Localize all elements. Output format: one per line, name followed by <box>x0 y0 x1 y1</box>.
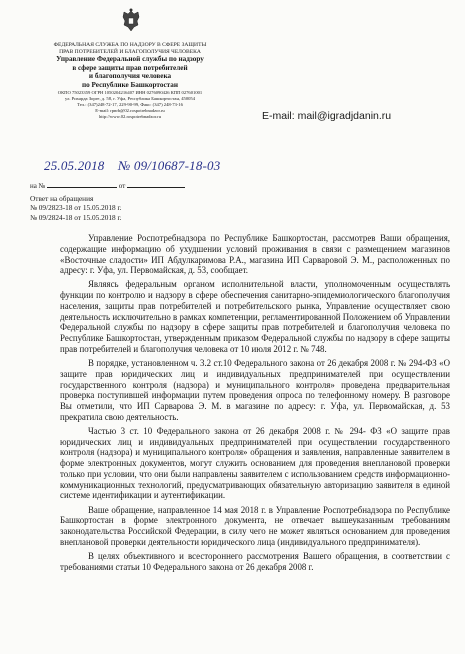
reply-reference <box>30 194 121 222</box>
letter-body <box>60 233 450 576</box>
reference-number-blank <box>47 181 117 188</box>
coat-of-arms-icon <box>120 8 142 34</box>
paragraph: В целях объективного и всестороннего рассмотрения Вашего обращения, в соответствии с требованиями статьи 10 Федерального закона от 26 декабря 2008 г. <box>60 550 450 572</box>
agency-name-line1: ФЕДЕРАЛЬНАЯ СЛУЖБА ПО НАДЗОРУ В СФЕРЕ ЗАЩИТЫ <box>53 42 207 48</box>
reply-appeal-1: № 09/2823-18 от 15.05.2018 г. <box>30 203 122 213</box>
stamp-number: 09/10687-18-03 <box>133 158 221 173</box>
reference-number-label: на № <box>30 182 46 190</box>
paragraph: Являясь федеральным органом исполнительной власти, уполномоченным осуществлять функции по контролю и надзору в сфере обеспечения санитарно-эпидемиологического благополучия населения, защиты прав потребителей и потребительского рынка, Управление осуществляет свою деятельность исключительно в рамках компетенции, регламентированной Положением об Управлении Федеральной службы по надзору в сфере защиты прав потребителей и благополучия человека по Республике Башкортостан, утвержденным приказом Федеральной службы по надзору в сфере защиты прав потребителей и благополучия человека от 10 июля 2012 г. № 748. <box>60 279 450 354</box>
sender-website: http://www.02.rospotrebnadzor.ru <box>98 113 162 119</box>
reference-date-label: от <box>118 182 126 190</box>
stamp-date: 25.05.2018 <box>44 158 105 173</box>
paragraph: Управление Роспотребнадзора по Республике Башкортостан, рассмотрев Ваши обращения, содержащие информацию об ухудшении условий проживания в связи с размещением магазинов «Восточные сладости» ИП Абдулкаримова Р.А., магазина ИП Сарваровой Э. М., расположенных по адресу: г. Уфа, ул. Первомайская, д. 53, сообщает. <box>60 233 450 276</box>
department-name-line3: и благополучия человека <box>88 72 172 81</box>
paragraph: Частью 3 ст. 10 Федерального закона от 26 декабря 2008 г. № 294- ФЗ «О защите прав юридических лиц и индивидуальных предпринимателей при осуществлении государственного контроля (надзора) и муниципального контроля» обращения и заявления, направленные заявителем в форме электронных документов, могут служить основанием для проведения внеплановой проверки только при условии, что они были направлены заявителем с использованием средств информационно-коммуникационных технологий, предусматривающих обязательную авторизацию заявителя в единой системе идентификации и аутентификации. <box>60 425 450 501</box>
department-name-line4: по Республике Башкортостан <box>81 80 178 89</box>
address-line2: Тел.: (347)248-72-17, 229-90-99, Факс: (347) 248-73-16 <box>77 101 183 107</box>
sender-email: E-mail: rpnrb@02.rospotrebnadzor.ru <box>95 107 165 113</box>
reference-line <box>30 181 185 190</box>
address-line1: ул. Рихарда Зорге, д. 58, г. Уфа, Республика Башкортостан, 450054 <box>64 95 196 101</box>
sender-header <box>30 42 230 120</box>
agency-name-line2: ПРАВ ПОТРЕБИТЕЛЕЙ И БЛАГОПОЛУЧИЯ ЧЕЛОВЕКА <box>59 48 201 55</box>
recipient-email: E-mail: mail@igradjdanin.ru <box>262 110 392 122</box>
org-codes: ОКПО 75023359 ОГРН 1050204216407 ИНН 0276090426 КПП 027601001 <box>57 89 203 95</box>
paragraph: В порядке, установленном ч. 3.2 ст.10 Федерального закона от 26 декабря 2008 г. № 294-ФЗ «О защите прав юридических лиц и индивидуальных предпринимателей при осуществлении государственного контроля (надзора) и муниципального контроля» проведена предварительная проверка поступившей информации путем проведения опроса по телефонному номеру. В разговоре Вы отметили, что ИП Сарварова Э. М. в магазине по адресу: г. Уфа, ул. Первомайская, д. 53 прекратила свою деятельность. <box>60 358 450 422</box>
paragraph: Ваше обращение, направленное 14 мая 2018 г. в Управление Роспотребнадзора по Республике Башкортостан в форме электронного документа, не отвечает вышеуказанным требованиям законодательства Российской Федерации, в силу чего не может являться основанием для проведения внеплановой проверки деятельности юридического лица (индивидуального предпринимателя). <box>60 504 450 547</box>
stamp-no-label: № <box>117 158 131 173</box>
reply-title: Ответ на обращения <box>30 194 94 203</box>
reference-date-blank <box>127 181 185 188</box>
reply-appeal-2: № 09/2824-18 от 15.05.2018 г. <box>30 212 122 222</box>
department-name-line2: в сфере защиты прав потребителей <box>72 63 188 72</box>
department-name-line1: Управление Федеральной службы по надзору <box>56 55 204 64</box>
registration-stamp <box>44 158 220 174</box>
